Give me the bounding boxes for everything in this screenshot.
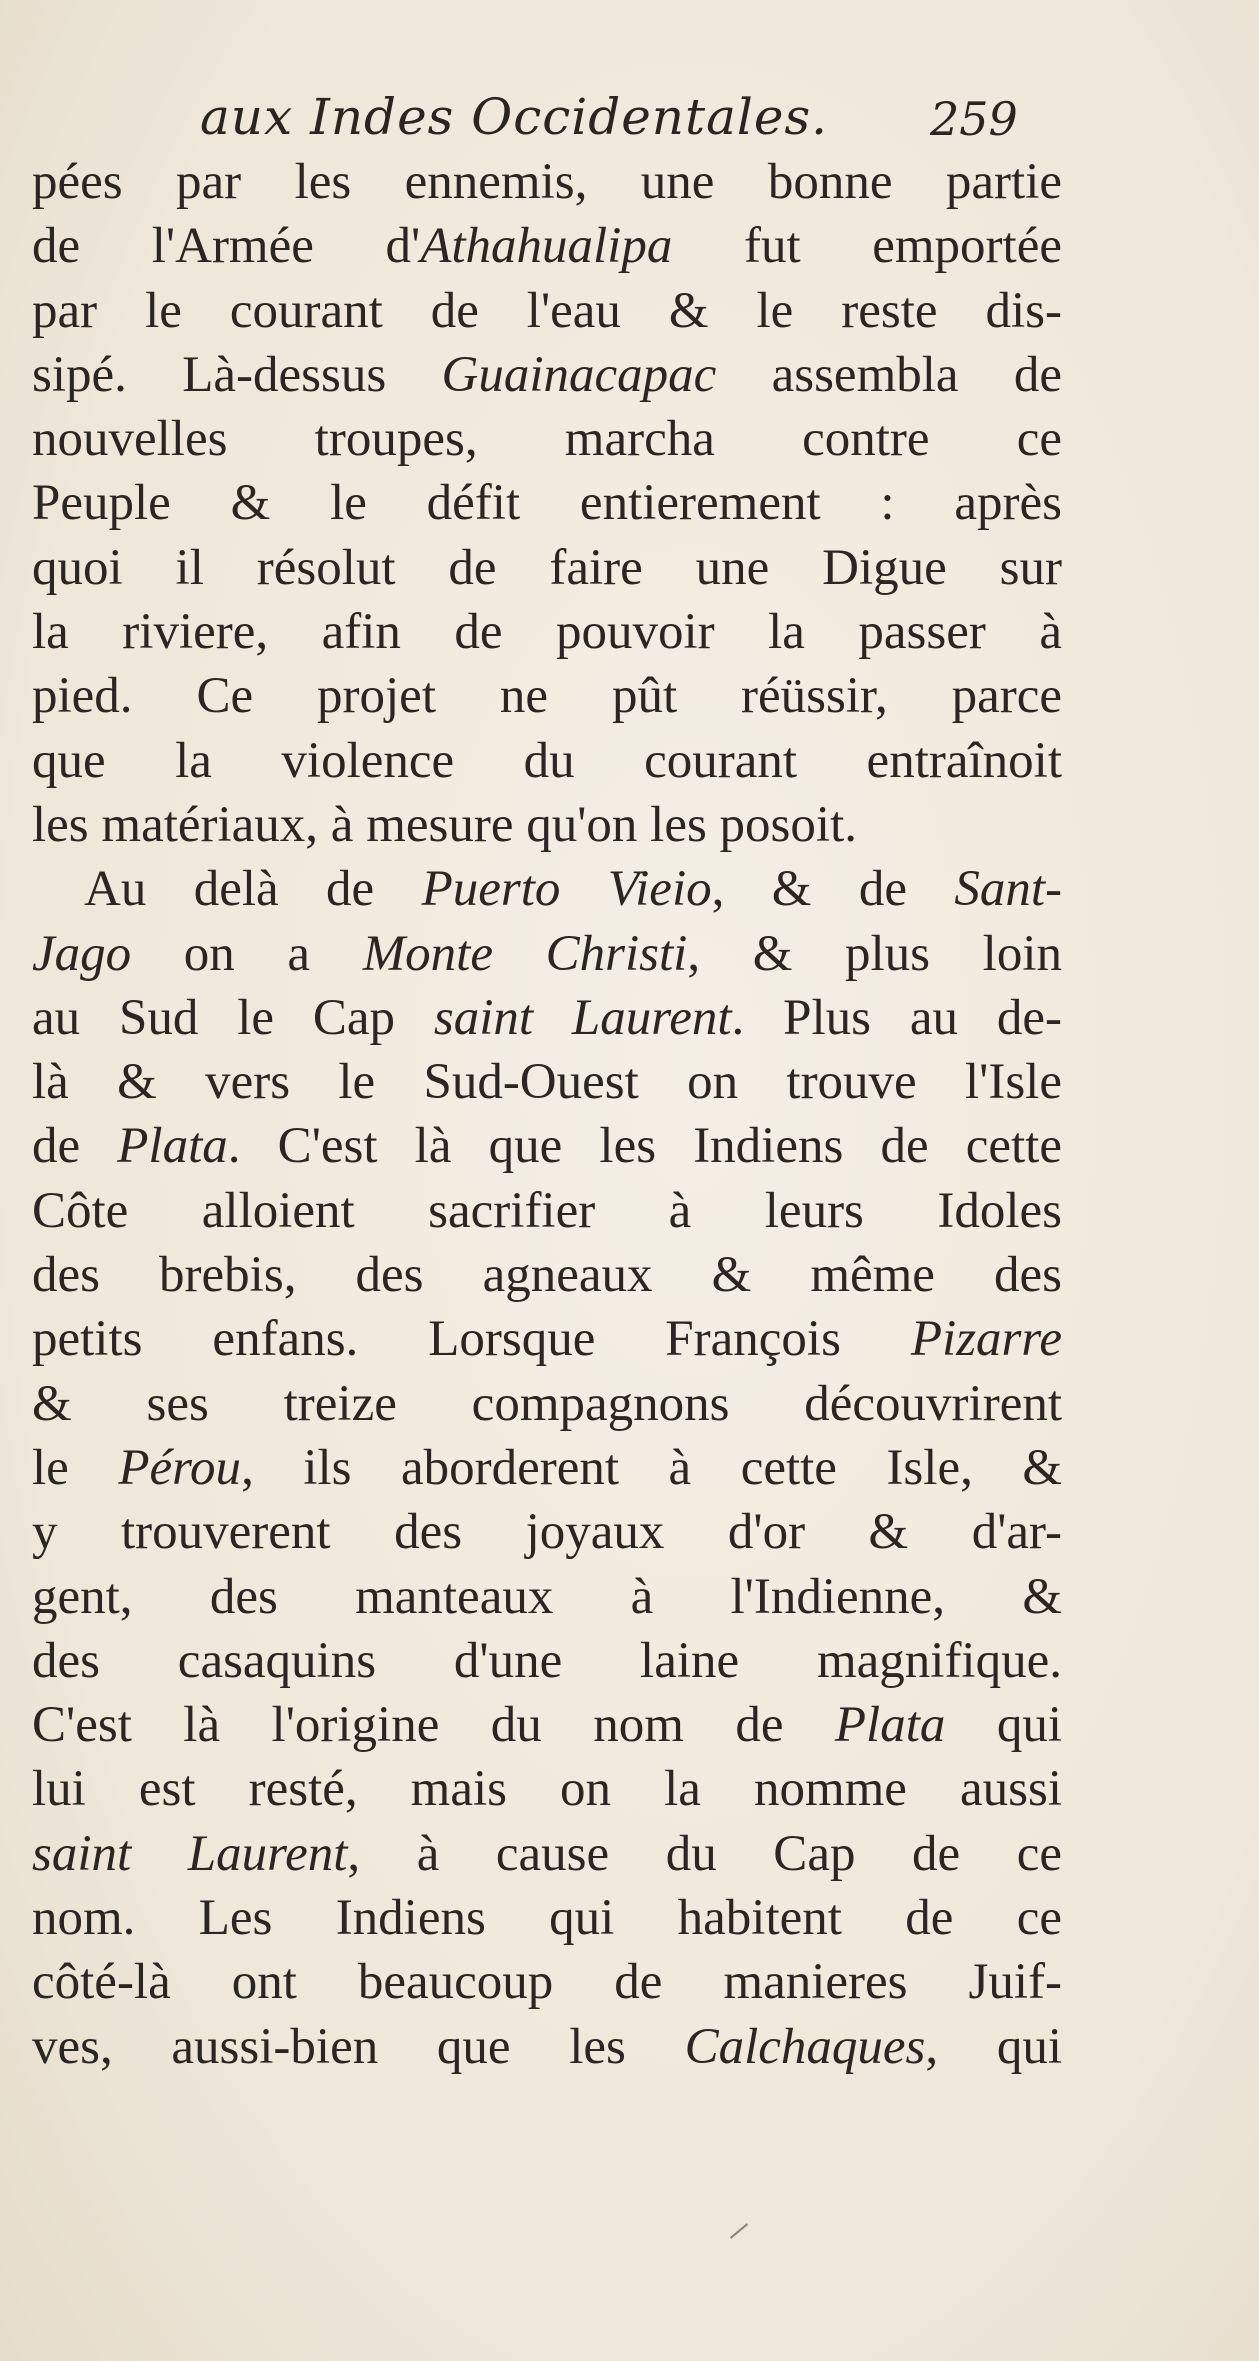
text-segment: le <box>32 1439 119 1496</box>
text-segment: . C'est là que les Indiens de cette <box>227 1118 1062 1175</box>
ink-mark <box>730 2223 748 2239</box>
text-line <box>32 1693 1062 1757</box>
text-line <box>32 536 1062 600</box>
page-header <box>0 88 1259 158</box>
text-segment: là & vers le Sud-Ouest on trouve l'Isle <box>32 1054 1062 1111</box>
italic-segment: Puerto Vieio <box>421 861 712 918</box>
text-segment: Côte alloient sacrifier à leurs Idoles <box>32 1182 1062 1239</box>
text-line <box>32 1886 1062 1950</box>
text-segment: nom. Les Indiens qui habitent de ce <box>32 1890 1062 1947</box>
text-segment: quoi il résolut de faire une Digue sur <box>32 539 1062 596</box>
text-segment: petits enfans. Lorsque François <box>32 1311 911 1368</box>
text-line <box>32 1950 1062 2014</box>
text-line <box>32 986 1062 1050</box>
text-segment: ves, aussi-bien que les <box>32 2018 685 2075</box>
text-segment: fut emportée <box>672 218 1062 275</box>
text-segment: gent, des manteaux à l'Indienne, & <box>32 1568 1062 1625</box>
text-line <box>32 857 1062 921</box>
text-segment: des casaquins d'une laine magnifique. <box>32 1632 1062 1689</box>
text-line <box>32 471 1062 535</box>
italic-segment: Calchaques <box>684 2018 926 2075</box>
text-line <box>32 1822 1062 1886</box>
text-line <box>32 1243 1062 1307</box>
text-segment: pied. Ce projet ne pût réüssir, parce <box>32 668 1062 725</box>
text-segment: , ils aborderent à cette Isle, & <box>241 1439 1062 1496</box>
page-number: 259 <box>930 92 1018 146</box>
text-line <box>32 2015 1062 2079</box>
italic-segment: Sant- <box>954 861 1062 918</box>
text-segment: sipé. Là-dessus <box>32 346 442 403</box>
text-line <box>32 922 1062 986</box>
text-segment: de <box>32 1118 118 1175</box>
text-line <box>32 1500 1062 1564</box>
text-segment: les matériaux, à mesure qu'on les posoit. <box>32 796 857 853</box>
text-segment: nouvelles troupes, marcha contre ce <box>32 411 1062 468</box>
text-line <box>32 1372 1062 1436</box>
text-line <box>32 407 1062 471</box>
text-line <box>32 1629 1062 1693</box>
text-segment: & ses treize compagnons découvrirent <box>32 1375 1062 1432</box>
text-line <box>32 1050 1062 1114</box>
text-segment: Au delà de <box>84 861 422 918</box>
text-line <box>32 1114 1062 1178</box>
text-segment: lui est resté, mais on la nomme aussi <box>32 1761 1062 1818</box>
text-segment: de l'Armée d' <box>32 218 421 275</box>
text-segment: , & plus loin <box>687 925 1062 982</box>
text-segment: y trouverent des joyaux d'or & d'ar- <box>32 1504 1062 1561</box>
text-segment: on a <box>131 925 363 982</box>
text-line <box>32 343 1062 407</box>
text-segment: assembla de <box>716 346 1062 403</box>
text-segment: C'est là l'origine du nom de <box>32 1697 835 1754</box>
text-line <box>32 1436 1062 1500</box>
text-line <box>32 150 1062 214</box>
text-line <box>32 600 1062 664</box>
text-line <box>32 279 1062 343</box>
italic-segment: saint Laurent <box>32 1825 348 1882</box>
text-segment: la riviere, afin de pouvoir la passer à <box>32 604 1062 661</box>
italic-segment: Plata <box>117 1118 228 1175</box>
text-segment: . Plus au de- <box>731 989 1062 1046</box>
text-segment: pées par les ennemis, une bonne partie <box>32 154 1062 210</box>
text-line <box>32 214 1062 278</box>
text-segment: , à cause du Cap de ce <box>347 1825 1062 1882</box>
text-segment: que la violence du courant entraînoit <box>32 732 1062 789</box>
text-segment: , qui <box>925 2018 1063 2075</box>
italic-segment: Jago <box>32 925 132 982</box>
text-line <box>32 729 1062 793</box>
text-segment: côté-là ont beaucoup de manieres Juif- <box>32 1954 1062 2011</box>
italic-segment: saint Laurent <box>433 989 732 1046</box>
running-title: aux Indes Occidentales. <box>200 88 829 146</box>
italic-segment: Plata <box>834 1697 946 1754</box>
italic-segment: Guainacapac <box>441 346 717 403</box>
body-text <box>32 150 1062 2079</box>
text-line <box>32 1307 1062 1371</box>
text-segment: des brebis, des agneaux & même des <box>32 1247 1062 1304</box>
text-segment: au Sud le Cap <box>32 989 434 1046</box>
text-segment: par le courant de l'eau & le reste dis- <box>32 282 1062 339</box>
italic-segment: Pizarre <box>910 1311 1062 1368</box>
text-line <box>32 1757 1062 1821</box>
text-line <box>32 664 1062 728</box>
text-segment: qui <box>945 1697 1062 1754</box>
text-segment: Peuple & le défit entierement : après <box>32 475 1062 532</box>
text-line <box>32 1565 1062 1629</box>
italic-segment: Athahualipa <box>420 218 673 275</box>
italic-segment: Pérou <box>118 1439 242 1496</box>
italic-segment: Monte Christi <box>362 925 688 982</box>
text-line <box>32 1179 1062 1243</box>
text-segment: , & de <box>711 861 955 918</box>
text-line <box>32 793 1062 857</box>
